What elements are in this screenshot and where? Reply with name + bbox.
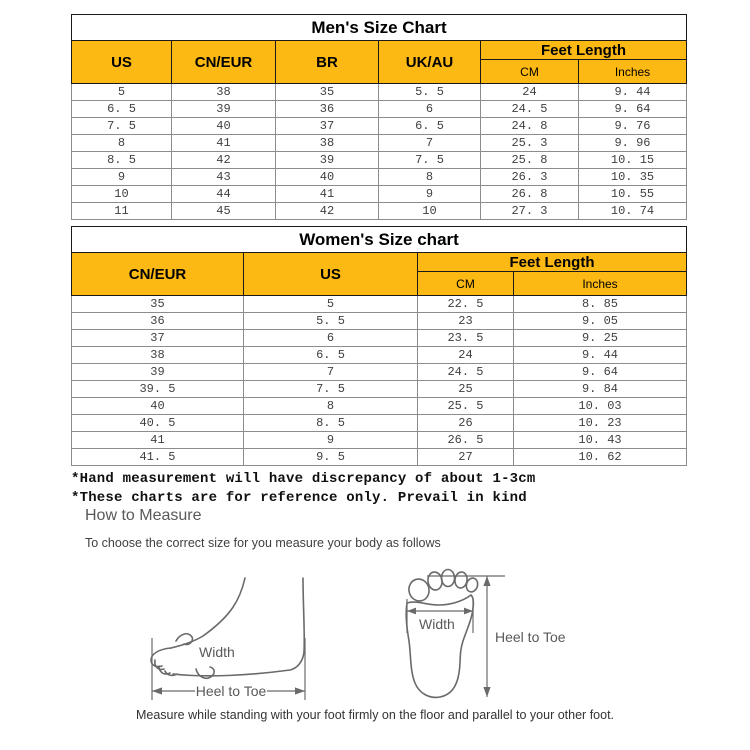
table-cell: 44: [172, 186, 276, 203]
table-cell: 9. 64: [579, 101, 687, 118]
table-cell: 5. 5: [379, 84, 481, 101]
table-cell: 45: [172, 203, 276, 220]
table-cell: 9. 25: [514, 330, 687, 347]
table-cell: 10. 62: [514, 449, 687, 466]
table-cell: 8. 85: [514, 296, 687, 313]
table-cell: 40: [72, 398, 244, 415]
table-cell: 25. 8: [481, 152, 579, 169]
table-cell: 9: [244, 432, 418, 449]
table-cell: 8: [72, 135, 172, 152]
table-cell: 38: [72, 347, 244, 364]
table-cell: 10. 23: [514, 415, 687, 432]
table-cell: 38: [276, 135, 379, 152]
col-header-inches-w: Inches: [514, 272, 687, 296]
table-cell: 9. 84: [514, 381, 687, 398]
table-row: [72, 296, 687, 313]
table-cell: 26: [418, 415, 514, 432]
table-cell: 25: [418, 381, 514, 398]
table-cell: 35: [276, 84, 379, 101]
mens-header-row: [72, 41, 687, 60]
table-cell: 35: [72, 296, 244, 313]
side-width-label: Width: [199, 644, 235, 660]
mens-table-body: [72, 84, 687, 220]
table-cell: 10: [72, 186, 172, 203]
table-cell: 7. 5: [379, 152, 481, 169]
table-cell: 36: [276, 101, 379, 118]
how-to-measure-heading: How to Measure: [85, 507, 202, 524]
womens-size-chart-table: [71, 226, 687, 466]
size-tables-section: [71, 14, 687, 466]
table-row: [72, 84, 687, 101]
col-header-us: US: [72, 41, 172, 84]
table-cell: 9. 96: [579, 135, 687, 152]
arrowheads: [407, 576, 491, 697]
table-cell: 6. 5: [379, 118, 481, 135]
table-cell: 40: [172, 118, 276, 135]
mens-size-chart-table: [71, 14, 687, 220]
table-cell: 39. 5: [72, 381, 244, 398]
col-header-cm: CM: [481, 60, 579, 84]
table-cell: 9. 5: [244, 449, 418, 466]
col-header-uk-au: UK/AU: [379, 41, 481, 84]
foot-top-outline: [406, 570, 479, 698]
table-cell: 9. 44: [514, 347, 687, 364]
table-cell: 10. 35: [579, 169, 687, 186]
table-cell: 37: [276, 118, 379, 135]
table-cell: 27. 3: [481, 203, 579, 220]
heel-to-toe-measure-lines: [427, 576, 505, 697]
table-cell: 9. 05: [514, 313, 687, 330]
col-header-cn-eur: CN/EUR: [172, 41, 276, 84]
table-cell: 25. 5: [418, 398, 514, 415]
table-row: [72, 118, 687, 135]
table-row: [72, 186, 687, 203]
table-cell: 7. 5: [72, 118, 172, 135]
col-header-inches: Inches: [579, 60, 687, 84]
table-row: [72, 449, 687, 466]
table-cell: 10. 55: [579, 186, 687, 203]
table-row: [72, 432, 687, 449]
table-cell: 23. 5: [418, 330, 514, 347]
table-cell: 8: [379, 169, 481, 186]
table-cell: 39: [172, 101, 276, 118]
how-to-measure-subtext: To choose the correct size for you measure your body as follows: [85, 536, 441, 550]
mens-chart-title: Men's Size Chart: [72, 15, 687, 41]
table-cell: 26. 3: [481, 169, 579, 186]
col-header-us-w: US: [244, 253, 418, 296]
table-cell: 8. 5: [244, 415, 418, 432]
table-cell: 41: [172, 135, 276, 152]
table-row: [72, 398, 687, 415]
table-row: [72, 364, 687, 381]
table-row: [72, 101, 687, 118]
table-cell: 9: [72, 169, 172, 186]
table-cell: 8. 5: [72, 152, 172, 169]
table-row: [72, 381, 687, 398]
top-width-label: Width: [419, 616, 455, 632]
womens-chart-title: Women's Size chart: [72, 227, 687, 253]
table-cell: 24. 5: [481, 101, 579, 118]
table-cell: 6. 5: [244, 347, 418, 364]
table-row: [72, 203, 687, 220]
col-header-br: BR: [276, 41, 379, 84]
table-cell: 24. 5: [418, 364, 514, 381]
note-line-1: *Hand measurement will have discrepancy of about 1-3cm: [71, 471, 536, 487]
table-cell: 38: [172, 84, 276, 101]
side-heel-to-toe-label: Heel to Toe: [195, 683, 267, 699]
table-cell: 26. 5: [418, 432, 514, 449]
mens-title-row: [72, 15, 687, 41]
table-cell: 9. 64: [514, 364, 687, 381]
table-cell: 40. 5: [72, 415, 244, 432]
table-row: [72, 135, 687, 152]
table-cell: 36: [72, 313, 244, 330]
table-cell: 37: [72, 330, 244, 347]
table-cell: 39: [72, 364, 244, 381]
col-header-cn-eur-w: CN/EUR: [72, 253, 244, 296]
table-row: [72, 415, 687, 432]
table-cell: 5. 5: [244, 313, 418, 330]
table-cell: 6: [379, 101, 481, 118]
table-cell: 41: [72, 432, 244, 449]
table-cell: 10. 74: [579, 203, 687, 220]
col-header-feet-length: Feet Length: [481, 41, 687, 60]
table-cell: 7: [244, 364, 418, 381]
table-cell: 10. 03: [514, 398, 687, 415]
table-cell: 7. 5: [244, 381, 418, 398]
table-cell: 27: [418, 449, 514, 466]
table-cell: 41: [276, 186, 379, 203]
col-header-feet-length-w: Feet Length: [418, 253, 687, 272]
table-cell: 11: [72, 203, 172, 220]
table-cell: 39: [276, 152, 379, 169]
table-cell: 9: [379, 186, 481, 203]
table-row: [72, 169, 687, 186]
foot-side-outline: [151, 578, 304, 678]
table-row: [72, 152, 687, 169]
table-cell: 26. 8: [481, 186, 579, 203]
table-cell: 8: [244, 398, 418, 415]
side-view-foot-diagram: [143, 556, 393, 711]
table-cell: 10. 43: [514, 432, 687, 449]
measurement-notes: [71, 470, 535, 508]
top-view-foot-diagram: [393, 553, 588, 713]
table-cell: 9. 76: [579, 118, 687, 135]
table-cell: 10. 15: [579, 152, 687, 169]
table-cell: 7: [379, 135, 481, 152]
table-cell: 24: [418, 347, 514, 364]
table-row: [72, 313, 687, 330]
table-cell: 42: [172, 152, 276, 169]
table-cell: 40: [276, 169, 379, 186]
table-cell: 5: [72, 84, 172, 101]
table-cell: 6. 5: [72, 101, 172, 118]
womens-header-row: [72, 253, 687, 272]
top-heel-to-toe-label: Heel to Toe: [495, 629, 566, 645]
col-header-cm-w: CM: [418, 272, 514, 296]
measure-instruction-caption: Measure while standing with your foot firmly on the floor and parallel to your other foot.: [135, 708, 615, 722]
womens-table-body: [72, 296, 687, 466]
ball-band-top: [176, 634, 192, 645]
womens-title-row: [72, 227, 687, 253]
table-row: [72, 347, 687, 364]
table-cell: 9. 44: [579, 84, 687, 101]
table-cell: 24. 8: [481, 118, 579, 135]
note-line-2: *These charts are for reference only. Prevail in kind: [71, 490, 527, 506]
table-cell: 23: [418, 313, 514, 330]
table-cell: 6: [244, 330, 418, 347]
table-cell: 22. 5: [418, 296, 514, 313]
table-cell: 5: [244, 296, 418, 313]
table-cell: 43: [172, 169, 276, 186]
table-row: [72, 330, 687, 347]
table-cell: 24: [481, 84, 579, 101]
table-cell: 25. 3: [481, 135, 579, 152]
table-cell: 10: [379, 203, 481, 220]
table-cell: 41. 5: [72, 449, 244, 466]
table-cell: 42: [276, 203, 379, 220]
